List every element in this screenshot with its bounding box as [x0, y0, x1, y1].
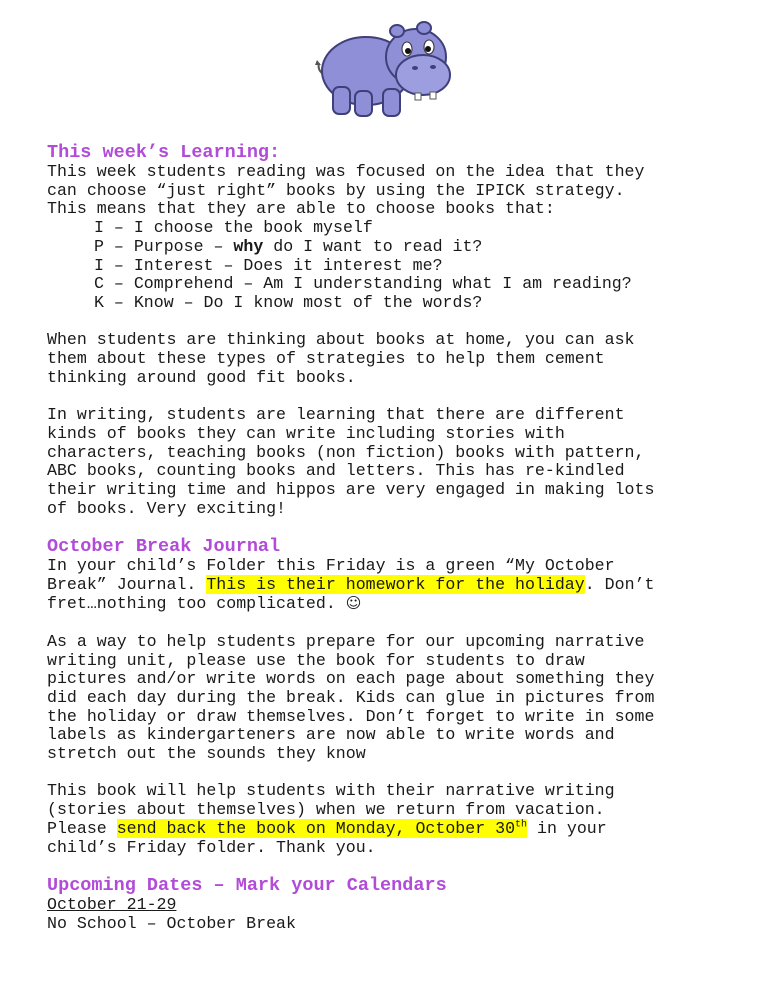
paragraph-line: When students are thinking about books at home, you can ask — [47, 330, 635, 350]
paragraph-line: thinking around good fit books. — [47, 367, 356, 387]
emphasis-why: why — [233, 236, 264, 256]
smiley-icon: ☺ — [345, 594, 362, 613]
paragraph-line: labels as kindergarteners are now able to write words and — [47, 725, 615, 745]
section-heading-dates: Upcoming Dates – Mark your Calendars — [47, 874, 447, 896]
paragraph-line: ABC books, counting books and letters. This has re-kindled — [47, 461, 625, 481]
date-range: October 21-29 — [47, 894, 177, 914]
paragraph-line: (stories about themselves) when we return from vacation. — [47, 800, 605, 820]
paragraph-line: can choose “just right” books by using the IPICK strategy. — [47, 180, 625, 200]
ipick-item: P – Purpose – why do I want to read it? — [94, 236, 483, 256]
paragraph-line: their writing time and hippos are very engaged in making lots — [47, 479, 655, 499]
paragraph-line: pictures and/or write words on each page about something they — [47, 669, 655, 689]
paragraph-line: In writing, students are learning that there are different — [47, 405, 625, 425]
paragraph-line: Please send back the book on Monday, October 30th in your — [47, 818, 607, 838]
event-text: No School – October Break — [47, 913, 296, 933]
paragraph-line: Break” Journal. This is their homework for the holiday. Don’t — [47, 574, 655, 594]
ipick-item: I – I choose the book myself — [94, 218, 373, 238]
paragraph-line: the holiday or draw themselves. Don’t forget to write in some — [47, 706, 655, 726]
paragraph-line: fret…nothing too complicated. ☺ — [47, 594, 362, 614]
paragraph-line: In your child’s Folder this Friday is a green “My October — [47, 556, 615, 576]
section-heading-journal: October Break Journal — [47, 536, 281, 558]
paragraph-line: This means that they are able to choose books that: — [47, 199, 555, 219]
paragraph-line: stretch out the sounds they know — [47, 744, 366, 764]
section-heading-learning: This week’s Learning: — [47, 142, 281, 163]
ipick-item: K – Know – Do I know most of the words? — [94, 292, 483, 312]
newsletter-body — [47, 0, 747, 933]
paragraph-line: characters, teaching books (non fiction) books with pattern, — [47, 442, 645, 462]
paragraph-line: them about these types of strategies to help them cement — [47, 349, 605, 369]
paragraph-line: This week students reading was focused on the idea that they — [47, 162, 645, 181]
paragraph-line: did each day during the break. Kids can glue in pictures from — [47, 687, 655, 707]
highlight-homework: This is their homework for the holiday — [206, 574, 585, 594]
paragraph-line: of books. Very exciting! — [47, 498, 286, 518]
paragraph-line: As a way to help students prepare for our upcoming narrative — [47, 631, 645, 651]
ipick-list — [47, 219, 747, 313]
ipick-item: C – Comprehend – Am I understanding what I am reading? — [94, 274, 632, 294]
paragraph-line: This book will help students with their narrative writing — [47, 781, 615, 801]
ipick-item: I – Interest – Does it interest me? — [94, 255, 443, 275]
paragraph-line: child’s Friday folder. Thank you. — [47, 837, 376, 857]
highlight-send-back: send back the book on Monday, October 30th — [116, 818, 528, 838]
paragraph-line: writing unit, please use the book for students to draw — [47, 650, 585, 670]
paragraph-line: kinds of books they can write including stories with — [47, 423, 565, 443]
